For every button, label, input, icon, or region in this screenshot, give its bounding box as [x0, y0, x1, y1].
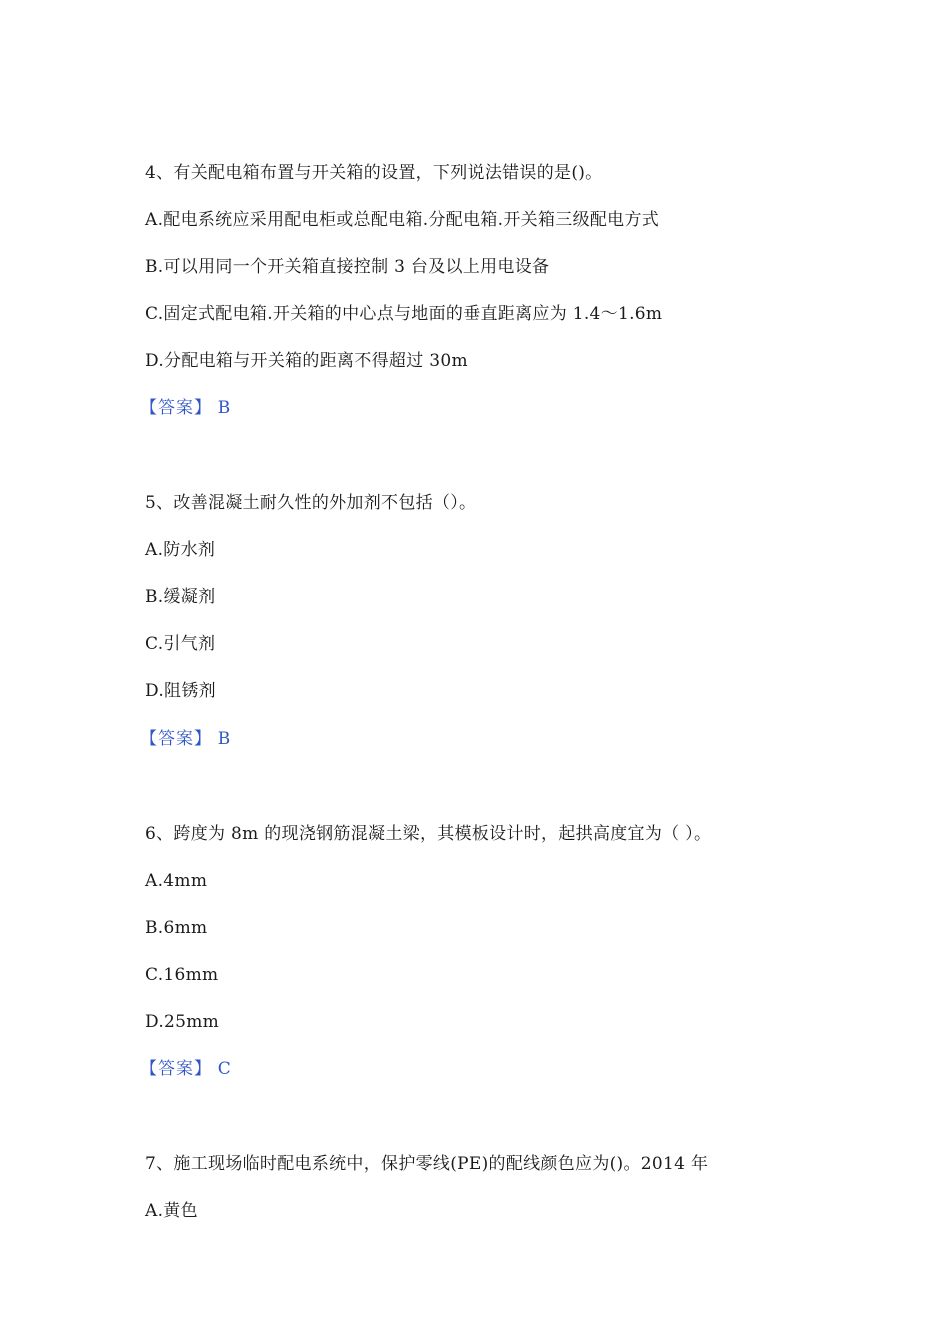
question-5-option-c: C.引气剂	[145, 634, 216, 654]
question-6-option-c: C.16mm	[145, 965, 219, 985]
question-4-answer	[140, 397, 231, 419]
answer-label: 【答案】	[140, 1059, 212, 1079]
question-4-option-b: B.可以用同一个开关箱直接控制 3 台及以上用电设备	[145, 257, 550, 277]
question-5-option-b: B.缓凝剂	[145, 587, 216, 607]
question-6-stem: 6、跨度为 8m 的现浇钢筋混凝土梁，其模板设计时，起拱高度宜为（ ）。	[145, 824, 712, 844]
question-5-answer	[140, 728, 231, 750]
answer-value: C	[217, 1059, 232, 1079]
question-6-option-a: A.4mm	[145, 871, 208, 891]
question-5-option-d: D.阻锈剂	[145, 681, 216, 701]
question-7-stem: 7、施工现场临时配电系统中，保护零线(PE)的配线颜色应为()。2014 年	[145, 1154, 709, 1174]
question-6-option-b: B.6mm	[145, 918, 208, 938]
question-5-option-a: A.防水剂	[145, 540, 216, 560]
answer-value: B	[217, 398, 231, 418]
question-7-option-a: A.黄色	[145, 1201, 198, 1221]
question-4-stem: 4、有关配电箱布置与开关箱的设置，下列说法错误的是()。	[145, 163, 603, 183]
question-5-stem: 5、改善混凝土耐久性的外加剂不包括（）。	[145, 493, 477, 513]
question-6-answer	[140, 1058, 231, 1080]
answer-label: 【答案】	[140, 398, 212, 418]
question-4-option-c: C.固定式配电箱.开关箱的中心点与地面的垂直距离应为 1.4～1.6m	[145, 304, 663, 324]
answer-value: B	[217, 729, 231, 749]
question-4-option-a: A.配电系统应采用配电柜或总配电箱.分配电箱.开关箱三级配电方式	[145, 210, 660, 230]
answer-label: 【答案】	[140, 729, 212, 749]
question-4-option-d: D.分配电箱与开关箱的距离不得超过 30m	[145, 351, 468, 371]
question-6-option-d: D.25mm	[145, 1012, 220, 1032]
